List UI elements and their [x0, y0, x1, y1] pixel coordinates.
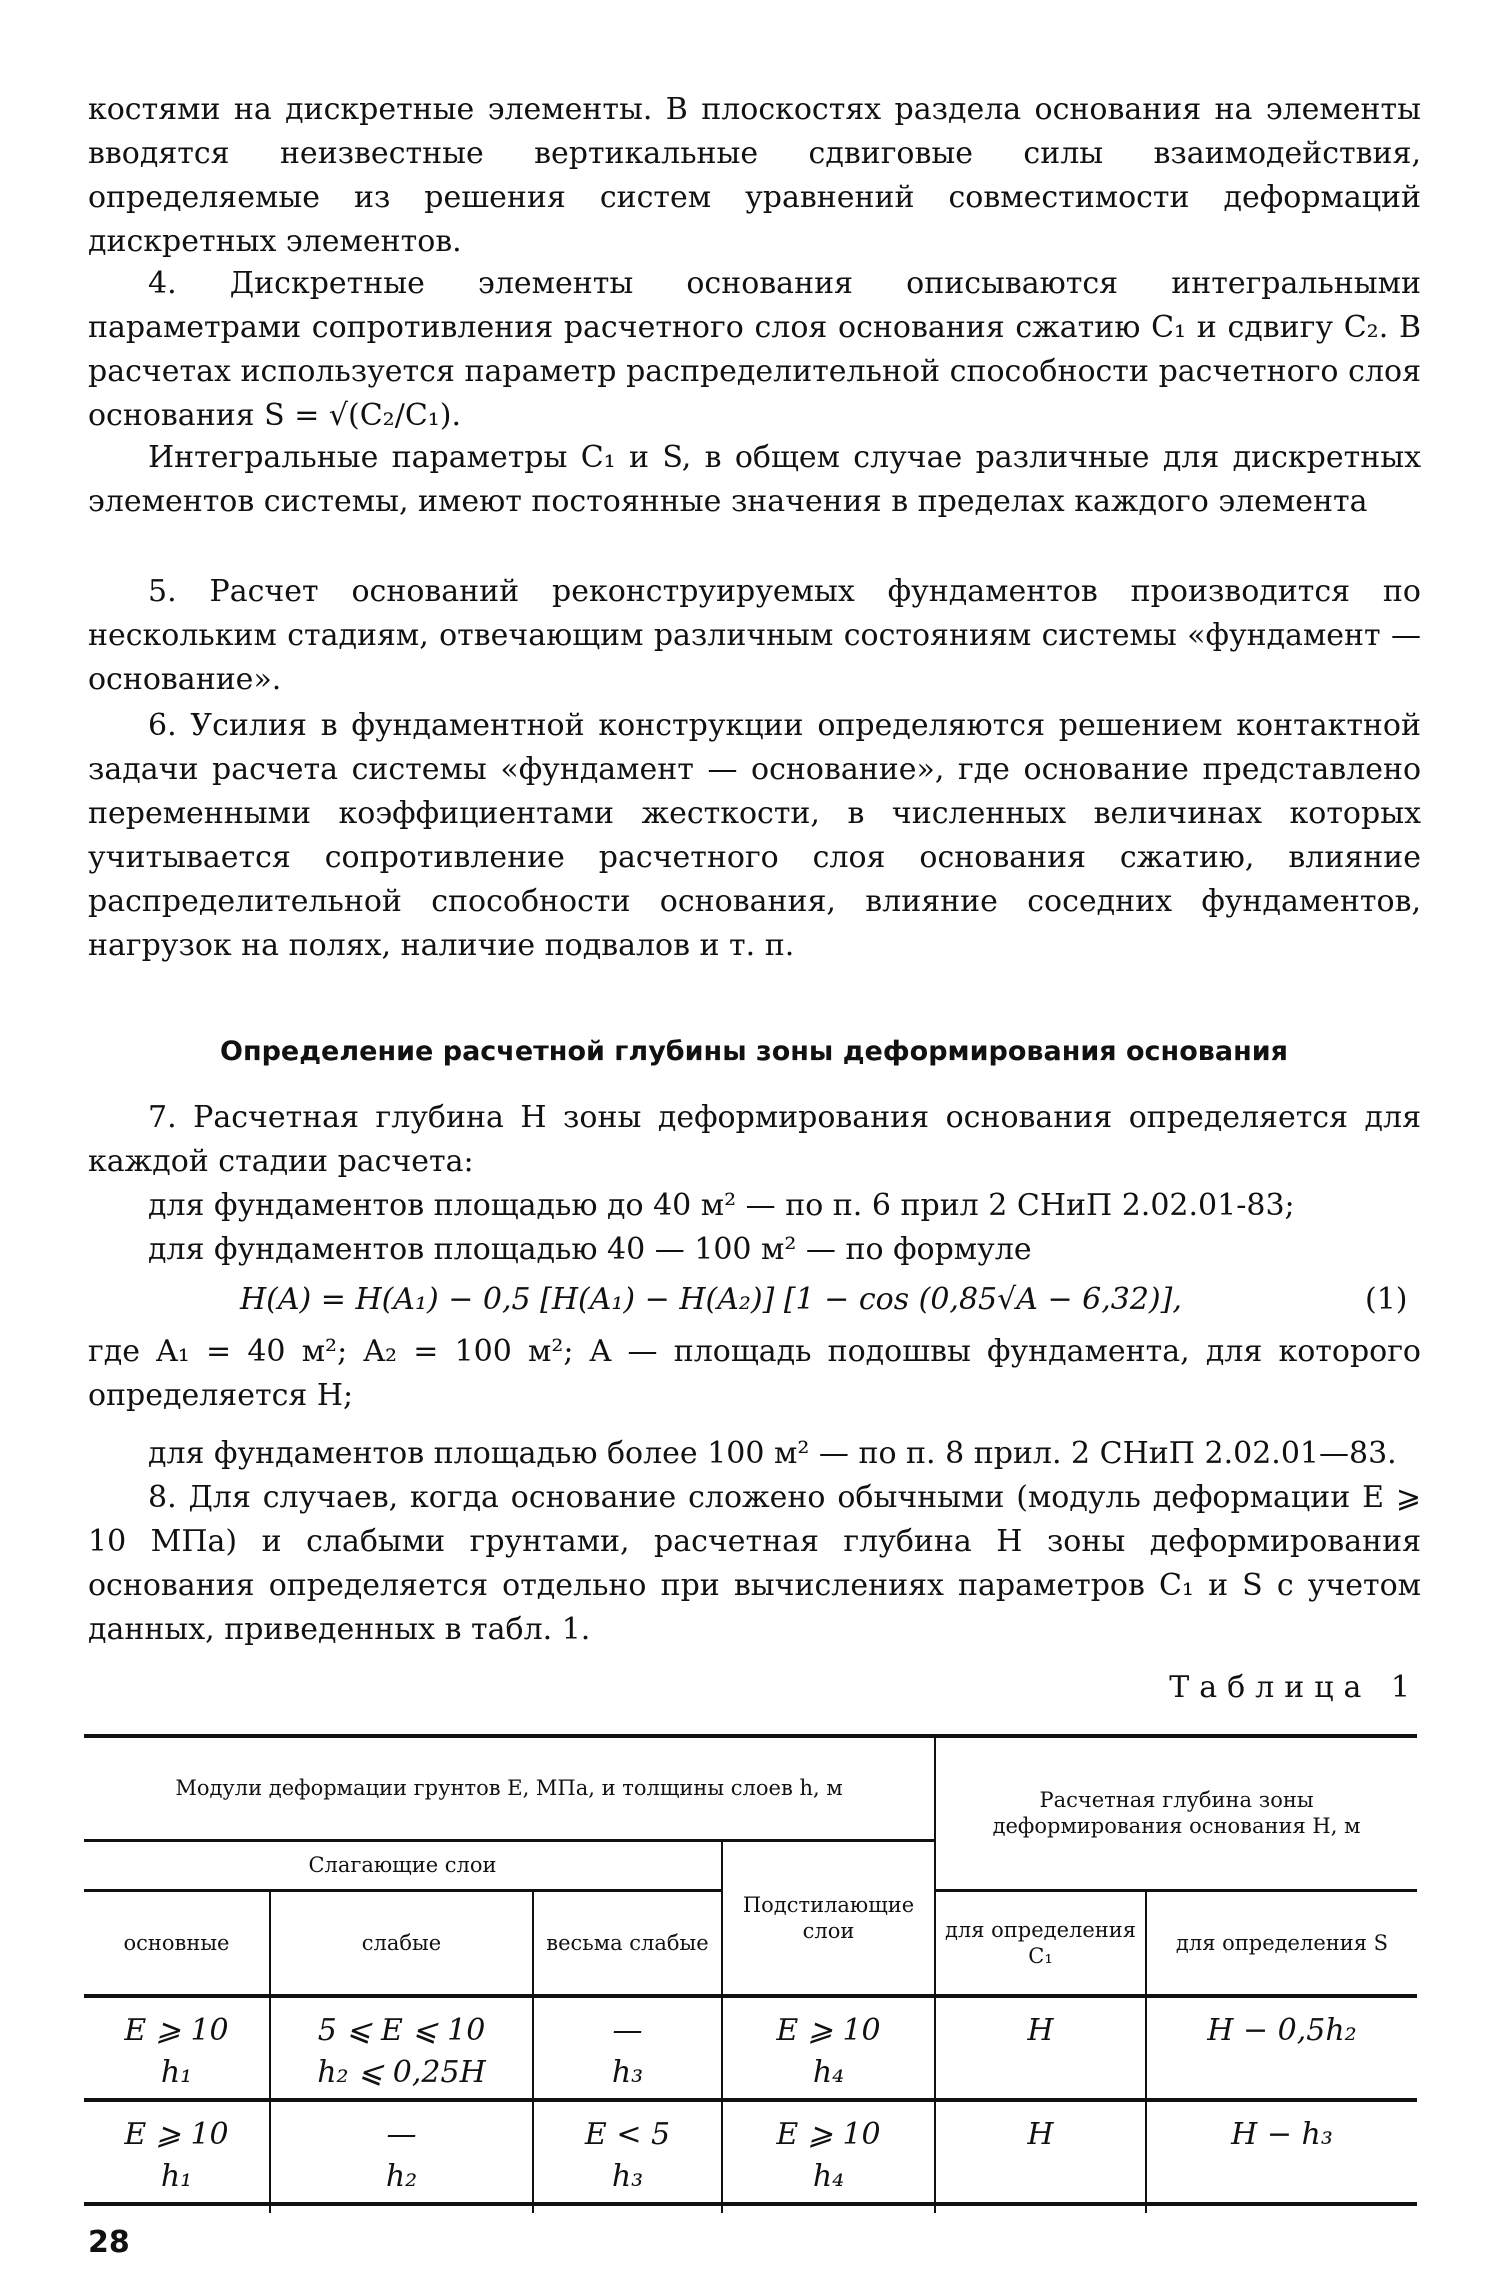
- cell-value: h₃: [611, 2055, 644, 2090]
- cell-value: h₁: [160, 2159, 193, 2194]
- cell-value: h₂: [385, 2159, 418, 2194]
- table-row: [84, 1996, 1417, 2100]
- formula-1: H(A) = H(A₁) − 0,5 [H(A₁) − H(A₂)] [1 − cos (0,85√A − 6,32)],: [240, 1282, 1182, 1317]
- header-underlying-layers: Подстилающие слои: [722, 1840, 935, 1996]
- paragraph-7: 7. Расчетная глубина H зоны деформирования основания определяется для каждой стадии расчета:: [88, 1100, 1421, 1179]
- rule-over-100: для фундаментов площадью более 100 м² — по п. 8 прил. 2 СНиП 2.02.01—83.: [148, 1436, 1397, 1471]
- cell-value: E ⩾ 10: [124, 2117, 229, 2152]
- cell-value: H − h₃: [1146, 2100, 1417, 2204]
- table-caption: Таблица 1: [1169, 1670, 1420, 1705]
- cell-value: E ⩾ 10: [776, 2117, 881, 2152]
- cell-value: 5 ⩽ E ⩽ 10: [317, 2013, 486, 2048]
- cell-value: h₄: [812, 2159, 845, 2194]
- cell-value: H: [935, 1996, 1146, 2100]
- cell-value: h₂ ⩽ 0,25H: [317, 2055, 486, 2090]
- cell-value: —: [386, 2117, 417, 2152]
- col-weak: слабые: [270, 1890, 533, 1996]
- page-number: 28: [88, 2225, 130, 2260]
- cell-value: E < 5: [584, 2117, 671, 2152]
- header-moduli: Модули деформации грунтов E, МПа, и толщины слоев h, м: [84, 1736, 935, 1840]
- col-main: основные: [84, 1890, 270, 1996]
- col-for-c1: для определения C₁: [935, 1890, 1146, 1996]
- cell-value: h₁: [160, 2055, 193, 2090]
- soil-table: [84, 1734, 1417, 2206]
- col-for-s: для определения S: [1146, 1890, 1417, 1996]
- cell-value: h₄: [812, 2055, 845, 2090]
- header-depth: Расчетная глубина зоны деформирования основания H, м: [935, 1736, 1417, 1890]
- rule-40-100: для фундаментов площадью 40 — 100 м² — по формуле: [148, 1232, 1032, 1267]
- cell-value: E ⩾ 10: [776, 2013, 881, 2048]
- header-composing-layers: Слагающие слои: [84, 1840, 722, 1890]
- cell-value: h₃: [611, 2159, 644, 2194]
- table-continuation-ticks: [84, 2199, 1417, 2213]
- cell-value: —: [612, 2013, 643, 2048]
- formula-number: (1): [1365, 1282, 1408, 1317]
- paragraph-continuation: костями на дискретные элементы. В плоскостях раздела основания на элементы вводятся неизвестные вертикальные сдвиговые силы взаимодействия, определяемые из решения систем уравнений совместимости деформаций дискретных элементов.: [88, 92, 1421, 259]
- cell-value: H: [935, 2100, 1146, 2204]
- table-row: [84, 2100, 1417, 2204]
- paragraph-5: 5. Расчет оснований реконструируемых фундаментов производится по нескольким стадиям, отвечающим различным состояниям системы «фундамент — основание».: [88, 574, 1421, 697]
- paragraph-integral-params: Интегральные параметры C₁ и S, в общем случае различные для дискретных элементов системы, имеют постоянные значения в пределах каждого элемента: [88, 440, 1421, 519]
- paragraph-4: 4. Дискретные элементы основания описываются интегральными параметрами сопротивления расчетного слоя основания сжатию C₁ и сдвигу C₂. В расчетах используется параметр распределительной способности расчетного слоя основания S = √(C₂/C₁).: [88, 266, 1421, 433]
- cell-value: E ⩾ 10: [124, 2013, 229, 2048]
- paragraph-8: 8. Для случаев, когда основание сложено обычными (модуль деформации E ⩾ 10 МПа) и слабыми грунтами, расчетная глубина H зоны деформирования основания определяется отдельно при вычислениях параметров C₁ и S с учетом данных, приведенных в табл. 1.: [88, 1480, 1421, 1647]
- section-heading: Определение расчетной глубины зоны деформирования основания: [220, 1036, 1288, 1067]
- rule-up-to-40: для фундаментов площадью до 40 м² — по п. 6 прил 2 СНиП 2.02.01-83;: [148, 1188, 1295, 1223]
- paragraph-6: 6. Усилия в фундаментной конструкции определяются решением контактной задачи расчета системы «фундамент — основание», где основание представлено переменными коэффициентами жесткости, в численных величинах которых учитывается сопротивление расчетного слоя основания сжатию, влияние распределительной способности основания, влияние соседних фундаментов, нагрузок на полях, наличие подвалов и т. п.: [88, 708, 1421, 963]
- col-very-weak: весьма слабые: [533, 1890, 722, 1996]
- cell-value: H − 0,5h₂: [1146, 1996, 1417, 2100]
- formula-explanation: где A₁ = 40 м²; A₂ = 100 м²; A — площадь подошвы фундамента, для которого определяется H;: [88, 1334, 1421, 1413]
